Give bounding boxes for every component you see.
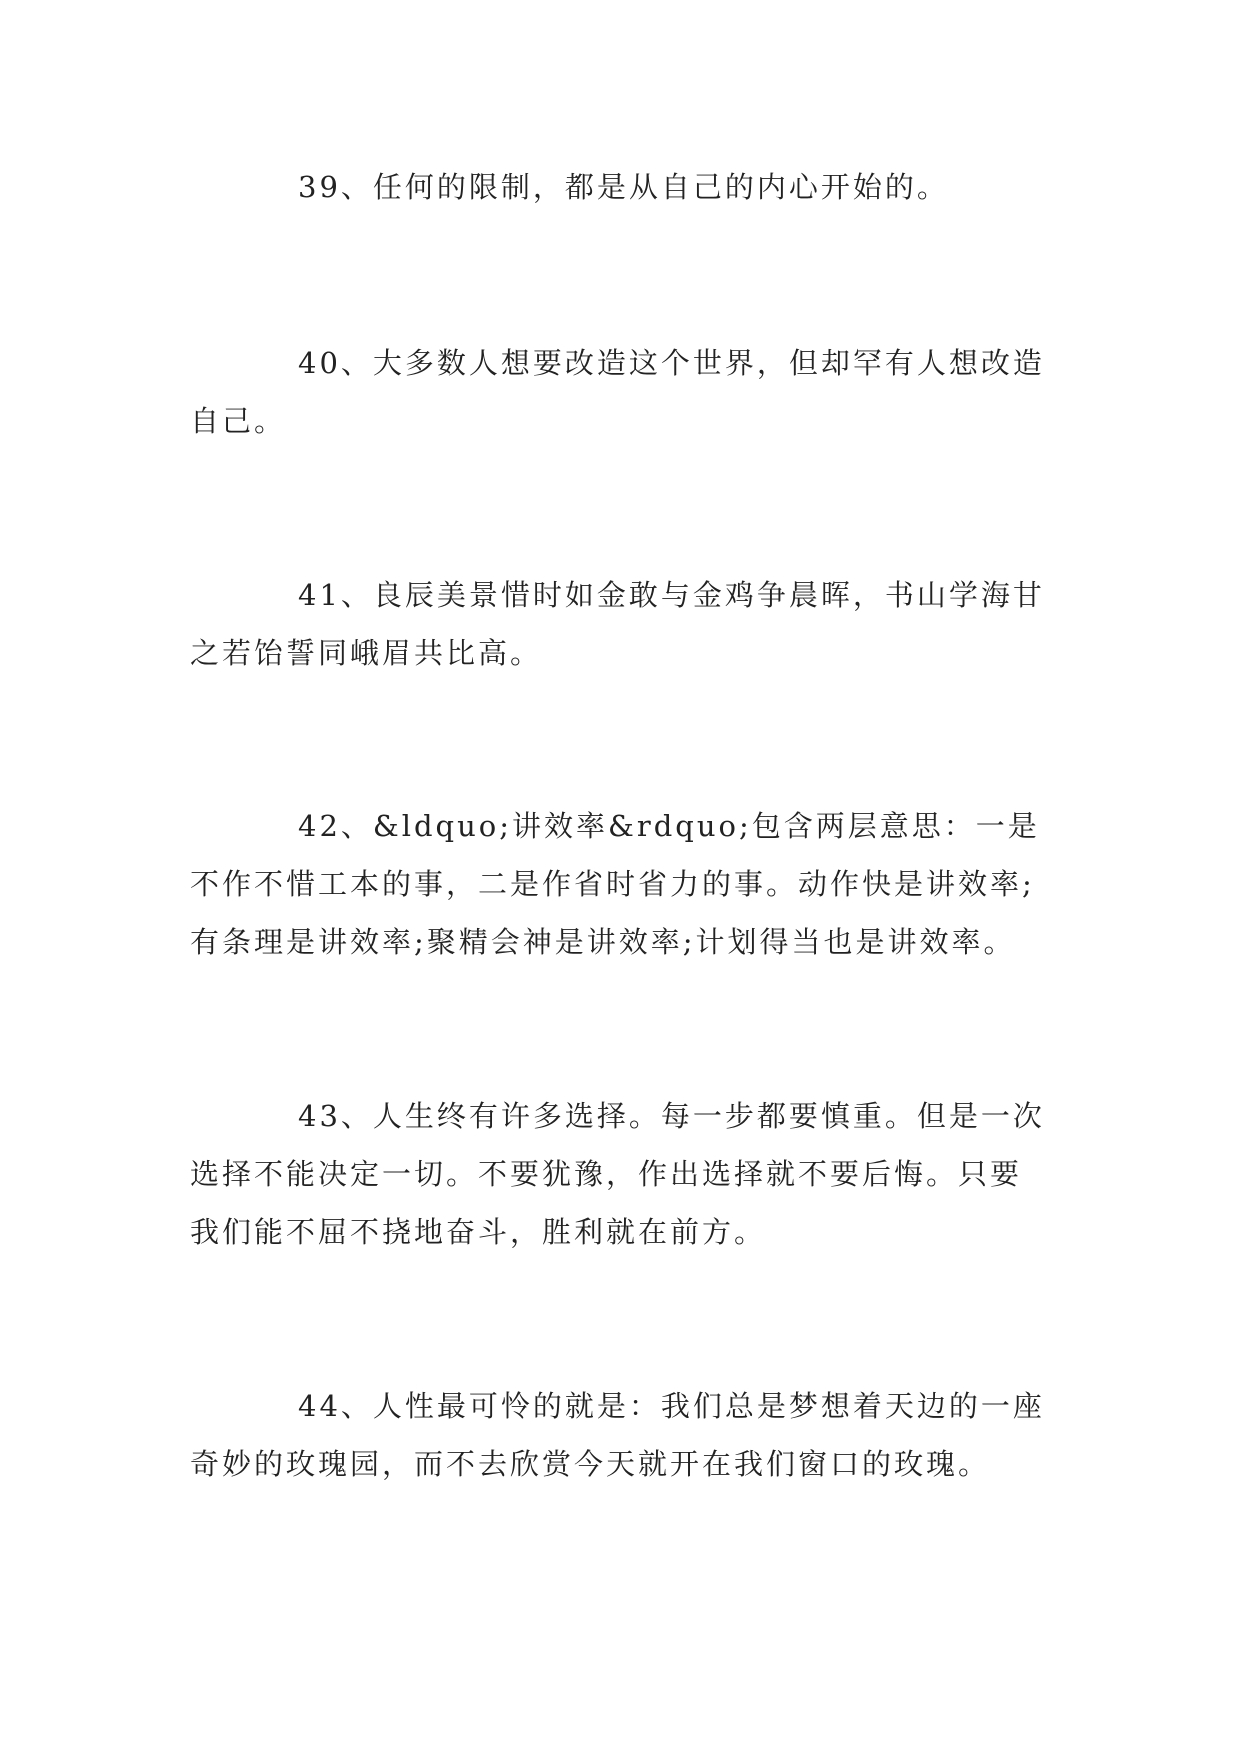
paragraph-40: 40、大多数人想要改造这个世界，但却罕有人想改造自己。 bbox=[190, 346, 1045, 438]
paragraph-39: 39、任何的限制，都是从自己的内心开始的。 bbox=[298, 170, 949, 204]
paragraph-44: 44、人性最可怜的就是：我们总是梦想着天边的一座奇妙的玫瑰园，而不去欣赏今天就开在我们窗口的玫瑰。 bbox=[190, 1389, 1045, 1481]
paragraph-41: 41、良辰美景惜时如金敢与金鸡争晨晖，书山学海甘之若饴誓同峨眉共比高。 bbox=[190, 578, 1045, 670]
paragraph-42: 42、&ldquo;讲效率&rdquo;包含两层意思：一是不作不惜工本的事，二是作省时省力的事。动作快是讲效率;有条理是讲效率;聚精会神是讲效率;计划得当也是讲效率。 bbox=[190, 809, 1040, 959]
paragraph-43: 43、人生终有许多选择。每一步都要慎重。但是一次选择不能决定一切。不要犹豫，作出选择就不要后悔。只要我们能不屈不挠地奋斗，胜利就在前方。 bbox=[190, 1099, 1045, 1249]
